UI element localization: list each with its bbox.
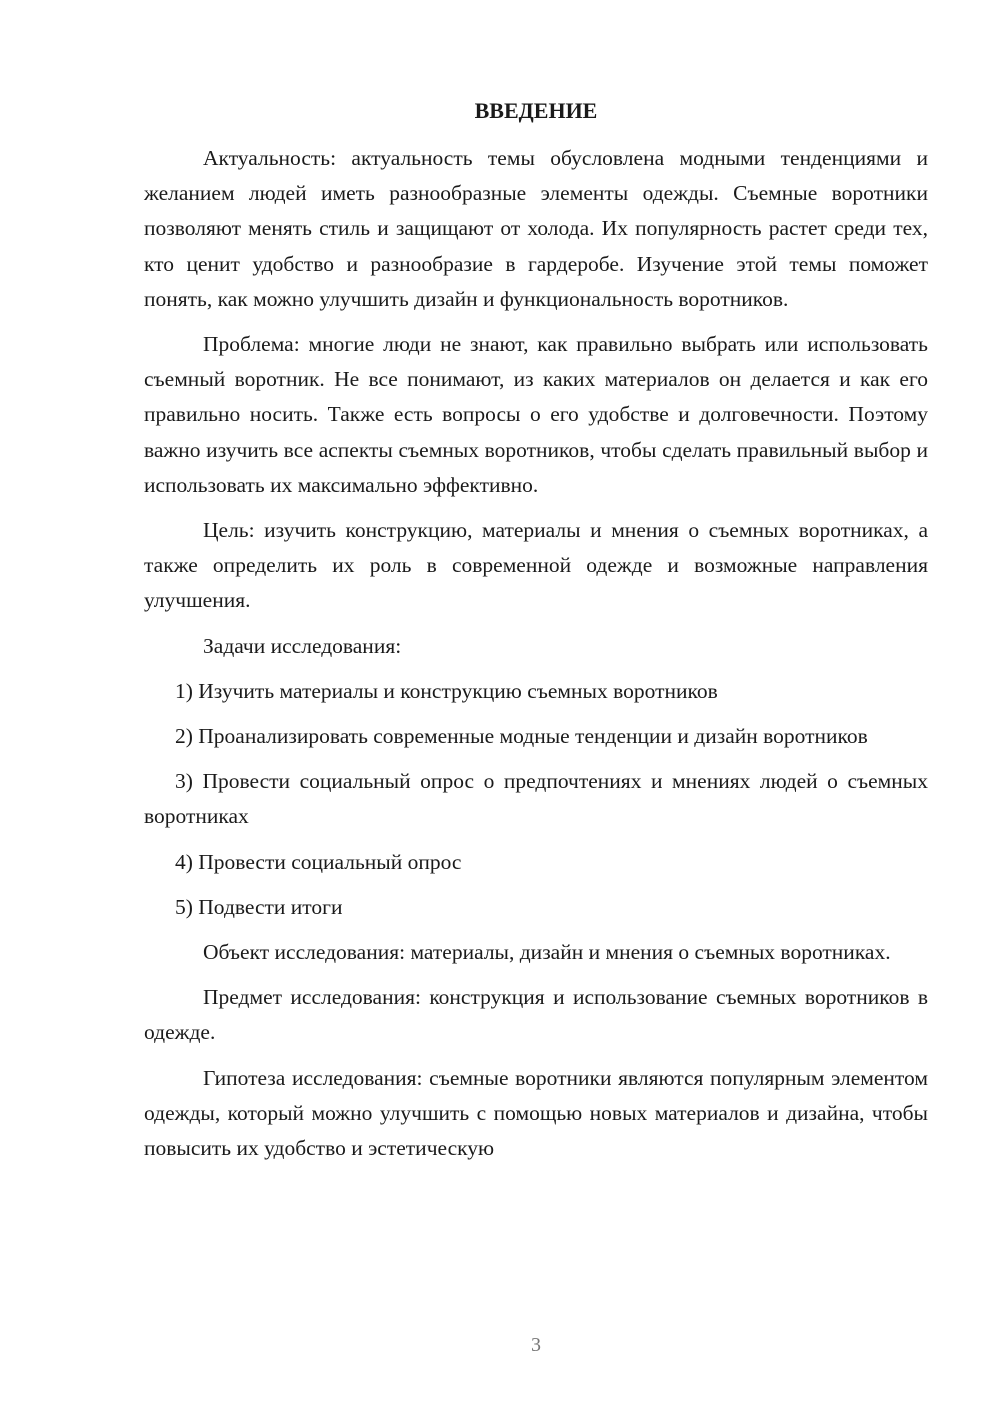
document-page <box>144 0 928 1414</box>
task-item: 4) Провести социальный опрос <box>175 849 462 874</box>
page-number: 3 <box>531 1334 541 1356</box>
task-item: 5) Подвести итоги <box>175 894 343 919</box>
task-item: 1) Изучить материалы и конструкцию съемных воротников <box>175 678 718 703</box>
page-title: ВВЕДЕНИЕ <box>474 98 598 123</box>
task-item: 2) Проанализировать современные модные тенденции и дизайн воротников <box>175 724 868 749</box>
problem-paragraph: Проблема: многие люди не знают, как правильно выбрать или использовать съемный воротник. Не все понимают, из каких материалов он делается и как его правильно носить. Также есть вопросы о его удобстве и долговечности. Поэтому важно изучить все аспекты съемных воротников, чтобы сделать правильный выбор и использовать их максимально эффективно. <box>144 332 928 497</box>
hypothesis-paragraph: Гипотеза исследования: съемные воротники являются популярным элементом одежды, который можно улучшить с помощью новых материалов и дизайна, чтобы повысить их удобство и эстетическую <box>144 1065 928 1161</box>
relevance-paragraph: Актуальность: актуальность темы обусловлена модными тенденциями и желанием людей иметь разнообразные элементы одежды. Съемные воротники позволяют менять стиль и защищают от холода. Их популярность растет среди тех, кто ценит удобство и разнообразие в гардеробе. Изучение этой темы поможет понять, как можно улучшить дизайн и функциональность воротников. <box>144 146 928 311</box>
task-item: 3) Провести социальный опрос о предпочтениях и мнениях людей о съемных воротниках <box>144 769 928 829</box>
document-body <box>144 141 928 1176</box>
object-paragraph: Объект исследования: материалы, дизайн и мнения о съемных воротниках. <box>203 940 891 965</box>
goal-paragraph: Цель: изучить конструкцию, материалы и мнения о съемных воротниках, а также определить их роль в современной одежде и возможные направления улучшения. <box>144 518 928 613</box>
subject-paragraph: Предмет исследования: конструкция и использование съемных воротников в одежде. <box>144 985 928 1045</box>
tasks-heading: Задачи исследования: <box>203 633 402 658</box>
